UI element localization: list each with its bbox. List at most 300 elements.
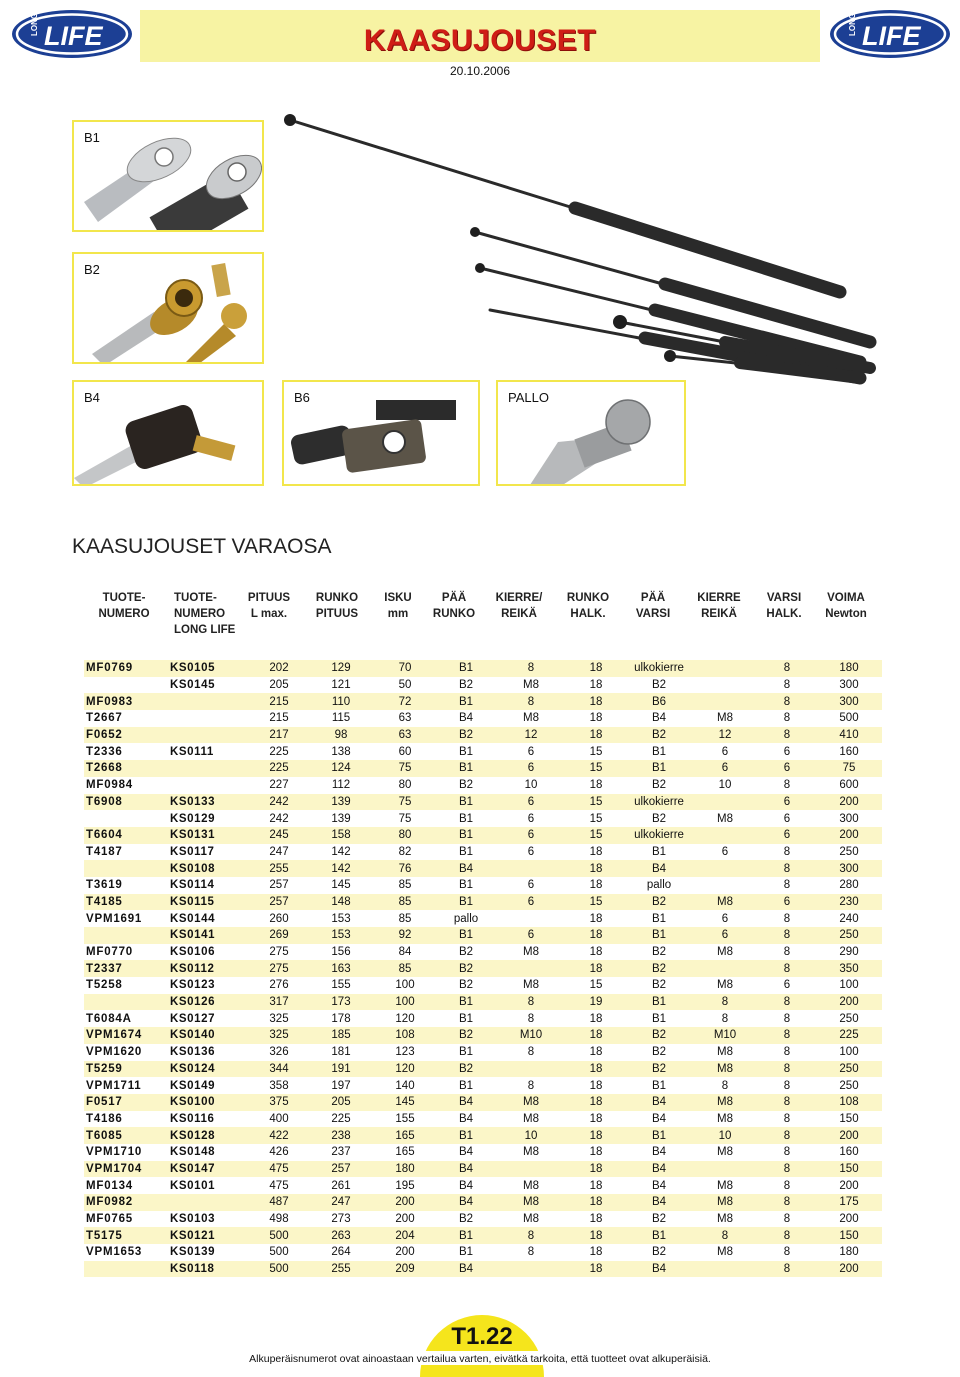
- table-cell: 202: [250, 660, 308, 677]
- table-cell: 6: [758, 760, 816, 777]
- table-cell: 326: [250, 1044, 308, 1061]
- table-cell: 197: [308, 1077, 374, 1094]
- table-cell: 255: [308, 1261, 374, 1278]
- table-cell: 8: [496, 693, 566, 710]
- table-cell: 84: [374, 944, 436, 961]
- table-cell: 260: [250, 910, 308, 927]
- column-header: KIERRE/ REIKÄ: [495, 592, 543, 620]
- table-cell: 18: [566, 844, 626, 861]
- column-header: RUNKO PITUUS: [315, 592, 359, 620]
- table-cell: 500: [816, 710, 882, 727]
- table-cell: 487: [250, 1194, 308, 1211]
- table-cell: 8: [758, 1261, 816, 1278]
- table-cell: B1: [436, 660, 496, 677]
- table-row: [84, 1244, 882, 1261]
- table-cell: 200: [816, 827, 882, 844]
- table-cell: 165: [374, 1144, 436, 1161]
- gas-springs-image: [280, 100, 880, 440]
- table-cell: T4185: [84, 894, 170, 911]
- table-cell: B6: [626, 693, 692, 710]
- column-header: TUOTE- NUMERO: [98, 592, 150, 620]
- table-cell: MF0765: [84, 1211, 170, 1228]
- column-header: PÄÄ VARSI: [635, 592, 671, 620]
- table-cell: B4: [436, 1177, 496, 1194]
- table-row: [84, 1044, 882, 1061]
- table-cell: 163: [308, 960, 374, 977]
- table-cell: B4: [436, 1261, 496, 1278]
- table-row: [84, 927, 882, 944]
- table-cell: 18: [566, 677, 626, 694]
- table-cell: pallo: [436, 910, 496, 927]
- table-cell: B1: [626, 910, 692, 927]
- table-cell: 8: [758, 944, 816, 961]
- table-row: [84, 677, 882, 694]
- table-cell: 325: [250, 1027, 308, 1044]
- table-cell: B2: [436, 944, 496, 961]
- table-cell: KS0136: [170, 1044, 250, 1061]
- table-cell: KS0126: [170, 994, 250, 1011]
- table-cell: 275: [250, 960, 308, 977]
- table-cell: 108: [374, 1027, 436, 1044]
- table-cell: M8: [496, 1094, 566, 1111]
- table-cell: 15: [566, 827, 626, 844]
- table-cell: B4: [436, 710, 496, 727]
- table-row: [84, 1027, 882, 1044]
- table-cell: 115: [308, 710, 374, 727]
- table-cell: M8: [496, 1111, 566, 1128]
- table-cell: 80: [374, 777, 436, 794]
- table-cell: 12: [496, 727, 566, 744]
- table-cell: 18: [566, 1094, 626, 1111]
- table-cell: 200: [816, 794, 882, 811]
- table-row: [84, 1194, 882, 1211]
- table-cell: T6604: [84, 827, 170, 844]
- table-cell: 18: [566, 1127, 626, 1144]
- table-cell: 185: [308, 1027, 374, 1044]
- table-cell: 250: [816, 927, 882, 944]
- table-cell: B4: [436, 1094, 496, 1111]
- table-cell: 148: [308, 894, 374, 911]
- table-cell: 269: [250, 927, 308, 944]
- table-row: [84, 743, 882, 760]
- table-cell: B2: [626, 960, 692, 977]
- table-cell: 18: [566, 693, 626, 710]
- section-title: KAASUJOUSET VARAOSA: [72, 535, 332, 558]
- table-cell: B4: [436, 1161, 496, 1178]
- table-cell: 18: [566, 1227, 626, 1244]
- svg-text:LONG: LONG: [30, 12, 39, 36]
- table-cell: 225: [816, 1027, 882, 1044]
- table-cell: [496, 960, 566, 977]
- table-cell: 19: [566, 994, 626, 1011]
- table-cell: 8: [758, 1094, 816, 1111]
- table-cell: 8: [758, 1211, 816, 1228]
- table-cell: KS0124: [170, 1061, 250, 1078]
- table-cell: 6: [692, 743, 758, 760]
- table-cell: 200: [816, 1127, 882, 1144]
- table-row: [84, 977, 882, 994]
- table-cell: [692, 1261, 758, 1278]
- table-cell: 6: [758, 794, 816, 811]
- table-cell: VPM1653: [84, 1244, 170, 1261]
- table-cell: M8: [692, 1061, 758, 1078]
- table-cell: 120: [374, 1061, 436, 1078]
- table-cell: B2: [436, 677, 496, 694]
- table-cell: KS0133: [170, 794, 250, 811]
- table-cell: 250: [816, 844, 882, 861]
- table-cell: 261: [308, 1177, 374, 1194]
- table-cell: 290: [816, 944, 882, 961]
- table-cell: 80: [374, 827, 436, 844]
- table-cell: 181: [308, 1044, 374, 1061]
- long-life-logo-left: [10, 8, 134, 60]
- table-cell: B1: [436, 994, 496, 1011]
- table-cell: 15: [566, 743, 626, 760]
- table-cell: 18: [566, 1244, 626, 1261]
- table-cell: 15: [566, 794, 626, 811]
- table-cell: 155: [374, 1111, 436, 1128]
- table-cell: B2: [436, 727, 496, 744]
- table-cell: KS0141: [170, 927, 250, 944]
- table-cell: B1: [436, 743, 496, 760]
- table-cell: [692, 677, 758, 694]
- table-cell: 153: [308, 910, 374, 927]
- table-cell: KS0108: [170, 860, 250, 877]
- table-cell: M8: [692, 1094, 758, 1111]
- table-cell: 200: [374, 1194, 436, 1211]
- table-cell: 500: [250, 1227, 308, 1244]
- table-cell: 225: [308, 1111, 374, 1128]
- table-cell: 173: [308, 994, 374, 1011]
- table-cell: B1: [436, 1044, 496, 1061]
- table-cell: VPM1711: [84, 1077, 170, 1094]
- page-code: T1.22: [451, 1323, 513, 1350]
- column-header: VOIMA Newton: [825, 592, 867, 620]
- table-cell: 6: [496, 844, 566, 861]
- table-cell: 245: [250, 827, 308, 844]
- table-cell: 15: [566, 810, 626, 827]
- table-cell: B2: [626, 894, 692, 911]
- table-cell: 350: [816, 960, 882, 977]
- table-cell: [84, 810, 170, 827]
- table-cell: 215: [250, 693, 308, 710]
- table-row: [84, 860, 882, 877]
- table-cell: B2: [626, 1044, 692, 1061]
- table-cell: 153: [308, 927, 374, 944]
- table-cell: 8: [758, 777, 816, 794]
- table-cell: 230: [816, 894, 882, 911]
- table-cell: KS0131: [170, 827, 250, 844]
- table-cell: B2: [626, 1061, 692, 1078]
- table-cell: 209: [374, 1261, 436, 1278]
- column-header: VARSI HALK.: [766, 592, 802, 620]
- table-cell: MF0984: [84, 777, 170, 794]
- table-cell: 15: [566, 894, 626, 911]
- table-cell: 498: [250, 1211, 308, 1228]
- table-cell: B4: [626, 710, 692, 727]
- table-cell: 215: [250, 710, 308, 727]
- table-cell: 50: [374, 677, 436, 694]
- table-cell: 60: [374, 743, 436, 760]
- table-cell: 76: [374, 860, 436, 877]
- table-cell: 247: [250, 844, 308, 861]
- table-cell: KS0144: [170, 910, 250, 927]
- table-cell: M8: [496, 1177, 566, 1194]
- table-cell: 180: [374, 1161, 436, 1178]
- table-cell: [496, 1061, 566, 1078]
- table-cell: VPM1691: [84, 910, 170, 927]
- table-cell: 180: [816, 1244, 882, 1261]
- table-cell: 247: [308, 1194, 374, 1211]
- table-cell: 6: [496, 894, 566, 911]
- table-cell: 108: [816, 1094, 882, 1111]
- table-cell: M8: [496, 1144, 566, 1161]
- table-cell: B1: [436, 693, 496, 710]
- table-cell: 255: [250, 860, 308, 877]
- table-cell: 75: [374, 794, 436, 811]
- table-cell: KS0116: [170, 1111, 250, 1128]
- panel-label: B1: [84, 130, 100, 145]
- table-cell: 18: [566, 660, 626, 677]
- table-cell: [692, 860, 758, 877]
- table-cell: 8: [758, 910, 816, 927]
- table-cell: KS0105: [170, 660, 250, 677]
- table-cell: [692, 827, 758, 844]
- table-cell: KS0100: [170, 1094, 250, 1111]
- table-cell: KS0139: [170, 1244, 250, 1261]
- table-cell: [84, 927, 170, 944]
- table-cell: 72: [374, 693, 436, 710]
- table-cell: 500: [250, 1261, 308, 1278]
- table-cell: 8: [496, 1077, 566, 1094]
- page-date: 20.10.2006: [449, 64, 511, 78]
- table-cell: KS0145: [170, 677, 250, 694]
- table-cell: 6: [758, 827, 816, 844]
- table-cell: 217: [250, 727, 308, 744]
- table-cell: KS0111: [170, 743, 250, 760]
- table-cell: 227: [250, 777, 308, 794]
- table-cell: 112: [308, 777, 374, 794]
- table-cell: 100: [374, 977, 436, 994]
- table-cell: 75: [816, 760, 882, 777]
- table-cell: 191: [308, 1061, 374, 1078]
- parts-table: [84, 660, 882, 1277]
- table-cell: F0652: [84, 727, 170, 744]
- table-cell: [170, 760, 250, 777]
- table-row: [84, 810, 882, 827]
- table-cell: 18: [566, 727, 626, 744]
- table-cell: F0517: [84, 1094, 170, 1111]
- table-cell: 18: [566, 960, 626, 977]
- table-cell: 140: [374, 1077, 436, 1094]
- table-cell: B1: [626, 844, 692, 861]
- table-cell: KS0140: [170, 1027, 250, 1044]
- table-cell: 18: [566, 944, 626, 961]
- table-cell: 475: [250, 1161, 308, 1178]
- table-row: [84, 994, 882, 1011]
- table-cell: 300: [816, 860, 882, 877]
- table-cell: 85: [374, 894, 436, 911]
- b1-eye-ends-image: [74, 122, 264, 232]
- table-cell: [496, 910, 566, 927]
- table-cell: 8: [758, 860, 816, 877]
- table-cell: 142: [308, 844, 374, 861]
- table-cell: [170, 710, 250, 727]
- table-cell: B1: [436, 794, 496, 811]
- table-cell: 8: [758, 844, 816, 861]
- table-cell: KS0118: [170, 1261, 250, 1278]
- table-cell: 344: [250, 1061, 308, 1078]
- table-cell: M8: [496, 977, 566, 994]
- table-cell: 8: [692, 1227, 758, 1244]
- table-row: [84, 877, 882, 894]
- table-cell: ulkokierre: [626, 660, 692, 677]
- table-cell: 18: [566, 1061, 626, 1078]
- table-cell: KS0148: [170, 1144, 250, 1161]
- table-cell: 200: [374, 1244, 436, 1261]
- table-cell: 375: [250, 1094, 308, 1111]
- table-cell: T5175: [84, 1227, 170, 1244]
- table-cell: 160: [816, 1144, 882, 1161]
- table-cell: M8: [692, 894, 758, 911]
- table-cell: M8: [692, 977, 758, 994]
- table-cell: 6: [758, 743, 816, 760]
- table-cell: [496, 1161, 566, 1178]
- table-cell: 242: [250, 794, 308, 811]
- table-cell: [170, 727, 250, 744]
- table-cell: 6: [496, 794, 566, 811]
- table-cell: M8: [692, 1044, 758, 1061]
- table-cell: 6: [496, 877, 566, 894]
- table-cell: B1: [626, 1127, 692, 1144]
- table-cell: 100: [816, 1044, 882, 1061]
- table-cell: B1: [436, 844, 496, 861]
- table-cell: KS0115: [170, 894, 250, 911]
- table-cell: 6: [496, 927, 566, 944]
- table-cell: 145: [308, 877, 374, 894]
- table-cell: 98: [308, 727, 374, 744]
- table-cell: 18: [566, 910, 626, 927]
- table-cell: 205: [250, 677, 308, 694]
- column-header: KIERRE REIKÄ: [697, 592, 741, 620]
- table-row: [84, 777, 882, 794]
- table-cell: 263: [308, 1227, 374, 1244]
- table-cell: 70: [374, 660, 436, 677]
- table-cell: 18: [566, 1010, 626, 1027]
- table-cell: 8: [758, 693, 816, 710]
- table-cell: B2: [626, 677, 692, 694]
- table-cell: 8: [758, 877, 816, 894]
- table-cell: KS0117: [170, 844, 250, 861]
- table-cell: B1: [626, 1227, 692, 1244]
- table-cell: 15: [566, 760, 626, 777]
- long-life-logo-right: [828, 8, 952, 60]
- table-cell: VPM1620: [84, 1044, 170, 1061]
- table-cell: 8: [692, 1010, 758, 1027]
- table-cell: M8: [692, 1177, 758, 1194]
- table-cell: B1: [436, 1127, 496, 1144]
- table-cell: M8: [692, 944, 758, 961]
- table-cell: B4: [436, 1194, 496, 1211]
- table-cell: 8: [758, 1144, 816, 1161]
- svg-text:LIFE: LIFE: [862, 21, 921, 51]
- table-cell: VPM1704: [84, 1161, 170, 1178]
- table-cell: KS0128: [170, 1127, 250, 1144]
- table-cell: B1: [436, 1077, 496, 1094]
- table-cell: T6908: [84, 794, 170, 811]
- table-cell: 18: [566, 1177, 626, 1194]
- column-header: PÄÄ RUNKO: [432, 592, 476, 620]
- table-cell: 138: [308, 743, 374, 760]
- table-cell: 10: [496, 1127, 566, 1144]
- table-cell: M8: [692, 810, 758, 827]
- table-cell: 300: [816, 693, 882, 710]
- panel-b1: [72, 120, 264, 232]
- table-cell: 8: [758, 994, 816, 1011]
- table-cell: B2: [436, 960, 496, 977]
- table-cell: 8: [496, 1044, 566, 1061]
- table-cell: 8: [692, 1077, 758, 1094]
- table-cell: B1: [436, 894, 496, 911]
- table-cell: 150: [816, 1227, 882, 1244]
- table-row: [84, 960, 882, 977]
- table-cell: M8: [496, 1211, 566, 1228]
- table-cell: 18: [566, 777, 626, 794]
- table-cell: 257: [308, 1161, 374, 1178]
- table-cell: 242: [250, 810, 308, 827]
- table-cell: B2: [436, 777, 496, 794]
- table-cell: ulkokierre: [626, 794, 692, 811]
- table-cell: 6: [496, 810, 566, 827]
- table-cell: 18: [566, 1111, 626, 1128]
- table-cell: 8: [758, 927, 816, 944]
- table-cell: 250: [816, 1077, 882, 1094]
- table-cell: B4: [436, 860, 496, 877]
- table-cell: 400: [250, 1111, 308, 1128]
- table-row: [84, 944, 882, 961]
- table-cell: 8: [758, 1061, 816, 1078]
- table-cell: [692, 794, 758, 811]
- table-cell: 121: [308, 677, 374, 694]
- table-cell: B1: [436, 760, 496, 777]
- table-cell: 15: [566, 977, 626, 994]
- table-row: [84, 844, 882, 861]
- table-cell: 195: [374, 1177, 436, 1194]
- table-cell: 8: [758, 1044, 816, 1061]
- table-cell: B1: [626, 760, 692, 777]
- table-cell: 18: [566, 1261, 626, 1278]
- table-row: [84, 1061, 882, 1078]
- table-cell: 8: [758, 1227, 816, 1244]
- table-cell: 100: [816, 977, 882, 994]
- table-cell: 180: [816, 660, 882, 677]
- table-cell: B1: [626, 743, 692, 760]
- svg-text:LONG: LONG: [848, 12, 857, 36]
- table-cell: ulkokierre: [626, 827, 692, 844]
- table-cell: 139: [308, 794, 374, 811]
- table-cell: B1: [626, 927, 692, 944]
- table-cell: T3619: [84, 877, 170, 894]
- table-cell: 124: [308, 760, 374, 777]
- table-cell: 358: [250, 1077, 308, 1094]
- table-cell: 8: [496, 660, 566, 677]
- table-cell: [84, 677, 170, 694]
- table-cell: 200: [816, 1261, 882, 1278]
- table-cell: T6085: [84, 1127, 170, 1144]
- table-cell: 75: [374, 760, 436, 777]
- table-cell: B2: [626, 777, 692, 794]
- table-cell: 8: [496, 994, 566, 1011]
